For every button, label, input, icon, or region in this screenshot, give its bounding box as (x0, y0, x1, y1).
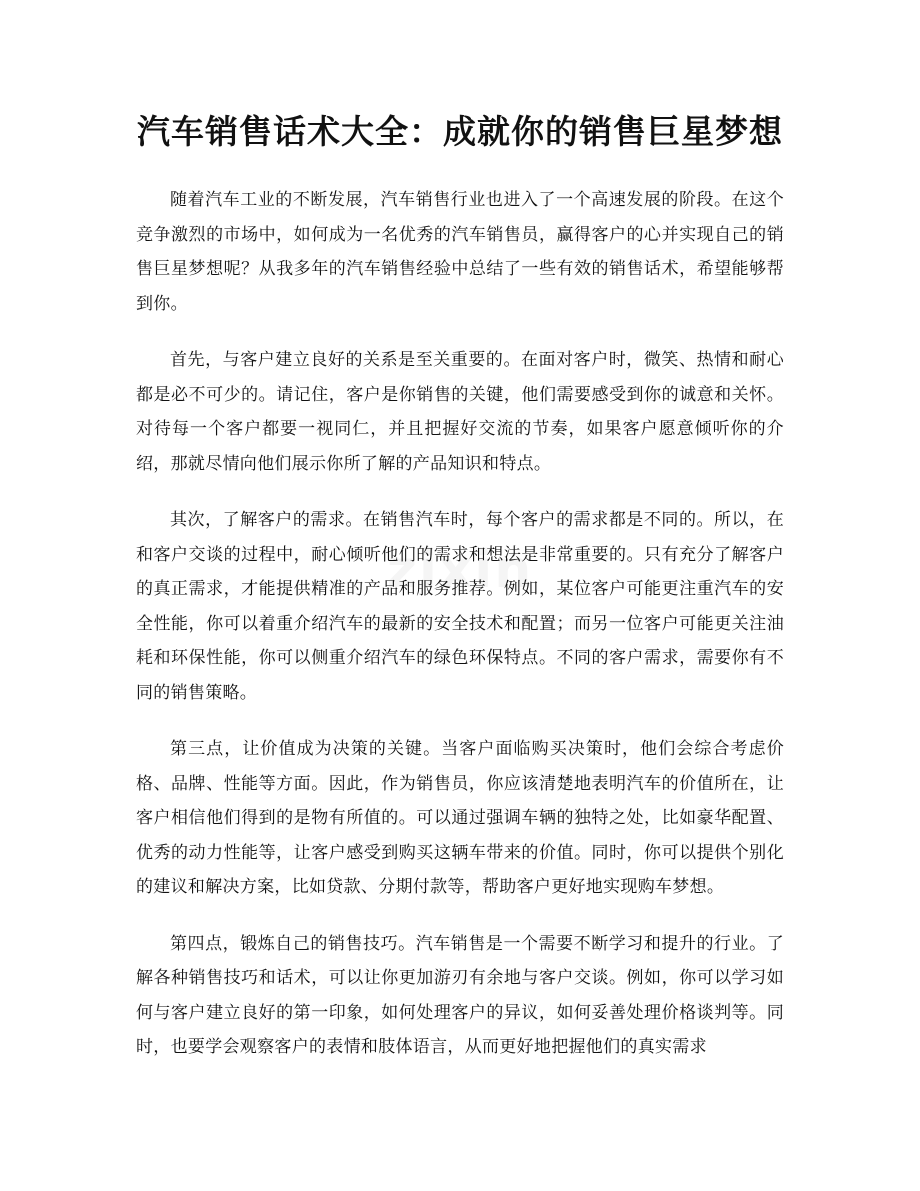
paragraph-relationship: 首先，与客户建立良好的关系是至关重要的。在面对客户时，微笑、热情和耐心都是必不可少的。请记住，客户是你销售的关键，他们需要感受到你的诚意和关怀。对待每一个客户都要一视同仁，并且把握好交流的节奏，如果客户愿意倾听你的介绍，那就尽情向他们展示你所了解的产品知识和特点。 (136, 350, 784, 474)
paragraph-intro: 随着汽车工业的不断发展，汽车销售行业也进入了一个高速发展的阶段。在这个竞争激烈的市场中，如何成为一名优秀的汽车销售员，赢得客户的心并实现自己的销售巨星梦想呢？从我多年的汽车销售经验中总结了一些有效的销售话术，希望能够帮到你。 (136, 190, 784, 314)
document-body (136, 183, 784, 1087)
document-title: 汽车销售话术大全：成就你的销售巨星梦想 (137, 112, 783, 151)
paragraph-skills: 第四点，锻炼自己的销售技巧。汽车销售是一个需要不断学习和提升的行业。了解各种销售技巧和话术，可以让你更加游刃有余地与客户交谈。例如，你可以学习如何与客户建立良好的第一印象，如何处理客户的异议，如何妥善处理价格谈判等。同时，也要学会观察客户的表情和肢体语言，从而更好地把握他们的真实需求 (136, 933, 784, 1057)
paragraph-needs: 其次，了解客户的需求。在销售汽车时，每个客户的需求都是不同的。所以，在和客户交谈的过程中，耐心倾听他们的需求和想法是非常重要的。只有充分了解客户的真正需求，才能提供精准的产品和服务推荐。例如，某位客户可能更注重汽车的安全性能，你可以着重介绍汽车的最新的安全技术和配置；而另一位客户可能更关注油耗和环保性能，你可以侧重介绍汽车的绿色环保特点。不同的客户需求，需要你有不同的销售策略。 (136, 510, 784, 703)
paragraph-value: 第三点，让价值成为决策的关键。当客户面临购买决策时，他们会综合考虑价格、品牌、性能等方面。因此，作为销售员，你应该清楚地表明汽车的价值所在，让客户相信他们得到的是物有所值的。可以通过强调车辆的独特之处，比如豪华配置、优秀的动力性能等，让客户感受到购买这辆车带来的价值。同时，你可以提供个别化的建议和解决方案，比如贷款、分期付款等，帮助客户更好地实现购车梦想。 (136, 739, 784, 897)
